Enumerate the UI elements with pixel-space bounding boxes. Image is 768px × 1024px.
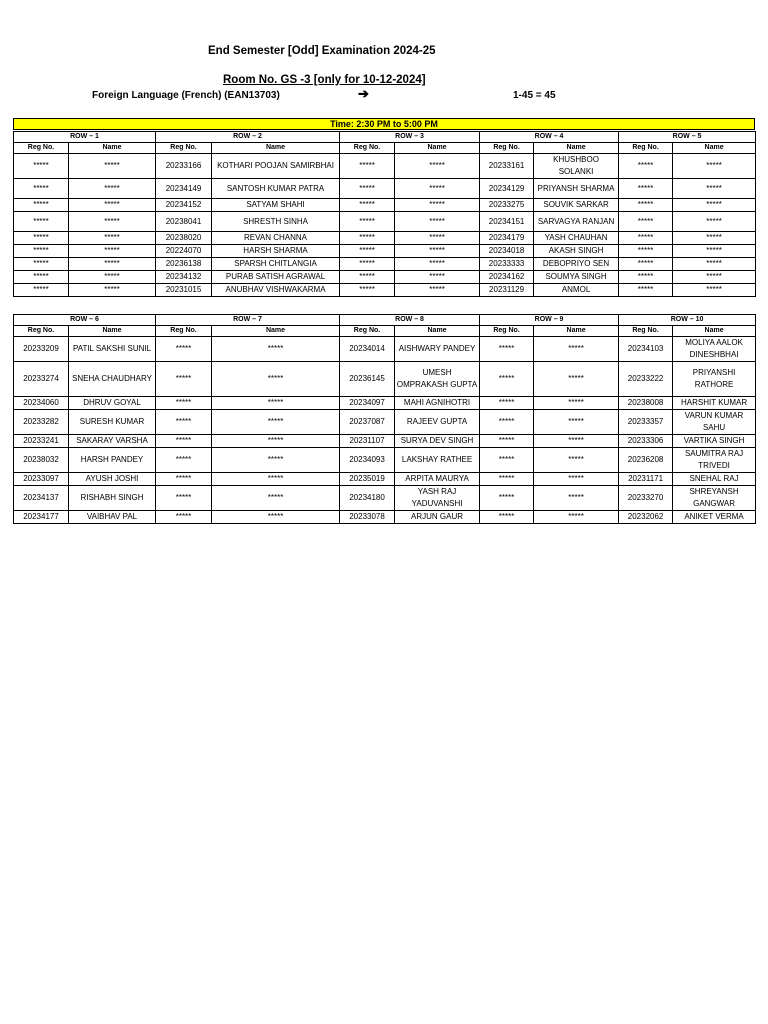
- reg-no-cell: *****: [14, 232, 69, 245]
- reg-no-cell: 20231107: [340, 435, 395, 448]
- reg-no-cell: *****: [340, 232, 395, 245]
- student-name-cell: AYUSH JOSHI: [69, 473, 156, 486]
- name-header: Name: [395, 143, 480, 154]
- student-name-cell: *****: [673, 271, 756, 284]
- student-name-cell: *****: [395, 179, 480, 199]
- student-name-cell: *****: [395, 199, 480, 212]
- student-name-cell: *****: [534, 473, 619, 486]
- student-name-cell: *****: [69, 154, 156, 179]
- student-name-cell: YASH RAJ YADUVANSHI: [395, 486, 480, 511]
- time-banner: Time: 2:30 PM to 5:00 PM: [13, 118, 755, 130]
- reg-no-cell: *****: [156, 337, 212, 362]
- reg-no-header: Reg No.: [14, 143, 69, 154]
- student-name-cell: *****: [534, 337, 619, 362]
- reg-no-header: Reg No.: [340, 143, 395, 154]
- reg-no-cell: *****: [156, 435, 212, 448]
- name-header: Name: [212, 326, 340, 337]
- reg-no-cell: *****: [480, 511, 534, 524]
- student-name-cell: UMESH OMPRAKASH GUPTA: [395, 362, 480, 397]
- student-name-cell: SOUVIK SARKAR: [534, 199, 619, 212]
- reg-no-cell: *****: [619, 179, 673, 199]
- reg-no-cell: 20234180: [340, 486, 395, 511]
- reg-no-cell: 20233333: [480, 258, 534, 271]
- student-name-cell: AKASH SINGH: [534, 245, 619, 258]
- student-name-cell: *****: [534, 362, 619, 397]
- reg-no-cell: *****: [480, 362, 534, 397]
- student-name-cell: ARPITA MAURYA: [395, 473, 480, 486]
- reg-no-cell: *****: [340, 245, 395, 258]
- student-name-cell: HARSH SHARMA: [212, 245, 340, 258]
- student-name-cell: VARTIKA SINGH: [673, 435, 756, 448]
- reg-no-cell: 20233241: [14, 435, 69, 448]
- seat-row: [14, 258, 756, 271]
- reg-no-cell: 20235019: [340, 473, 395, 486]
- reg-no-cell: 20232062: [619, 511, 673, 524]
- student-name-cell: *****: [69, 245, 156, 258]
- student-name-cell: PRIYANSH SHARMA: [534, 179, 619, 199]
- student-name-cell: *****: [395, 284, 480, 297]
- reg-no-cell: *****: [156, 362, 212, 397]
- reg-no-cell: *****: [14, 199, 69, 212]
- student-name-cell: *****: [534, 410, 619, 435]
- student-name-cell: *****: [534, 435, 619, 448]
- reg-no-cell: 20233306: [619, 435, 673, 448]
- reg-no-cell: 20234103: [619, 337, 673, 362]
- student-name-cell: SAKARAY VARSHA: [69, 435, 156, 448]
- reg-no-cell: *****: [619, 232, 673, 245]
- row-header: ROW – 1: [14, 132, 156, 143]
- reg-no-cell: 20238041: [156, 212, 212, 232]
- student-name-cell: *****: [395, 258, 480, 271]
- student-name-cell: *****: [212, 397, 340, 410]
- student-name-cell: *****: [395, 154, 480, 179]
- student-name-cell: *****: [69, 284, 156, 297]
- reg-no-cell: *****: [156, 410, 212, 435]
- name-header: Name: [69, 326, 156, 337]
- reg-no-cell: *****: [619, 245, 673, 258]
- reg-no-cell: 20234137: [14, 486, 69, 511]
- student-name-cell: ARJUN GAUR: [395, 511, 480, 524]
- reg-no-cell: 20238032: [14, 448, 69, 473]
- student-name-cell: SHRESTH SINHA: [212, 212, 340, 232]
- student-count: 1-45 = 45: [513, 90, 556, 101]
- seating-table-rows-1-5: [13, 131, 756, 297]
- name-header: Name: [534, 326, 619, 337]
- student-name-cell: SOUMYA SINGH: [534, 271, 619, 284]
- name-header: Name: [673, 326, 756, 337]
- student-name-cell: ANMOL: [534, 284, 619, 297]
- reg-no-cell: 20234018: [480, 245, 534, 258]
- student-name-cell: *****: [69, 179, 156, 199]
- reg-no-header: Reg No.: [619, 143, 673, 154]
- student-name-cell: ANUBHAV VISHWAKARMA: [212, 284, 340, 297]
- reg-no-cell: *****: [340, 284, 395, 297]
- reg-no-cell: *****: [480, 410, 534, 435]
- reg-no-cell: 20234179: [480, 232, 534, 245]
- student-name-cell: AISHWARY PANDEY: [395, 337, 480, 362]
- reg-no-cell: 20233270: [619, 486, 673, 511]
- student-name-cell: *****: [212, 410, 340, 435]
- student-name-cell: *****: [69, 199, 156, 212]
- row-header: ROW – 7: [156, 315, 340, 326]
- student-name-cell: SAUMITRA RAJ TRIVEDI: [673, 448, 756, 473]
- reg-no-cell: *****: [619, 271, 673, 284]
- reg-no-cell: 20233357: [619, 410, 673, 435]
- student-name-cell: VAIBHAV PAL: [69, 511, 156, 524]
- name-header: Name: [69, 143, 156, 154]
- student-name-cell: *****: [673, 212, 756, 232]
- row-header: ROW – 10: [619, 315, 756, 326]
- reg-no-cell: 20231129: [480, 284, 534, 297]
- room-title: Room No. GS -3 [only for 10-12-2024]: [223, 74, 426, 86]
- row-header: ROW – 6: [14, 315, 156, 326]
- student-name-cell: *****: [69, 258, 156, 271]
- reg-no-cell: *****: [340, 258, 395, 271]
- student-name-cell: *****: [673, 199, 756, 212]
- reg-no-cell: *****: [480, 435, 534, 448]
- student-name-cell: SNEHAL RAJ: [673, 473, 756, 486]
- reg-no-cell: 20233078: [340, 511, 395, 524]
- name-header: Name: [673, 143, 756, 154]
- reg-no-header: Reg No.: [340, 326, 395, 337]
- reg-no-cell: *****: [340, 179, 395, 199]
- student-name-cell: *****: [673, 284, 756, 297]
- student-name-cell: HARSH PANDEY: [69, 448, 156, 473]
- reg-no-cell: 20234014: [340, 337, 395, 362]
- reg-no-cell: 20231015: [156, 284, 212, 297]
- reg-no-cell: *****: [156, 486, 212, 511]
- reg-no-cell: *****: [340, 212, 395, 232]
- name-header: Name: [534, 143, 619, 154]
- reg-no-cell: 20233274: [14, 362, 69, 397]
- student-name-cell: SNEHA CHAUDHARY: [69, 362, 156, 397]
- student-name-cell: *****: [673, 232, 756, 245]
- reg-no-cell: *****: [340, 154, 395, 179]
- reg-no-cell: 20234129: [480, 179, 534, 199]
- seat-row: [14, 284, 756, 297]
- student-name-cell: KHUSHBOO SOLANKI: [534, 154, 619, 179]
- row-header: ROW – 2: [156, 132, 340, 143]
- student-name-cell: *****: [212, 473, 340, 486]
- reg-no-cell: 20237087: [340, 410, 395, 435]
- student-name-cell: *****: [212, 337, 340, 362]
- reg-no-cell: 20236138: [156, 258, 212, 271]
- student-name-cell: *****: [395, 271, 480, 284]
- row-header: ROW – 9: [480, 315, 619, 326]
- student-name-cell: *****: [534, 448, 619, 473]
- reg-no-cell: 20231171: [619, 473, 673, 486]
- student-name-cell: REVAN CHANNA: [212, 232, 340, 245]
- reg-no-cell: *****: [480, 473, 534, 486]
- seat-row: [14, 397, 756, 410]
- reg-no-cell: 20234132: [156, 271, 212, 284]
- seat-row: [14, 362, 756, 397]
- reg-no-cell: *****: [340, 271, 395, 284]
- student-name-cell: HARSHIT KUMAR: [673, 397, 756, 410]
- reg-no-cell: 20233097: [14, 473, 69, 486]
- seat-row: [14, 271, 756, 284]
- student-name-cell: *****: [673, 154, 756, 179]
- reg-no-cell: 20234093: [340, 448, 395, 473]
- reg-no-cell: *****: [480, 486, 534, 511]
- student-name-cell: *****: [534, 486, 619, 511]
- reg-no-cell: *****: [480, 337, 534, 362]
- student-name-cell: SURYA DEV SINGH: [395, 435, 480, 448]
- student-name-cell: *****: [69, 271, 156, 284]
- student-name-cell: PATIL SAKSHI SUNIL: [69, 337, 156, 362]
- reg-no-cell: 20233161: [480, 154, 534, 179]
- student-name-cell: MAHI AGNIHOTRI: [395, 397, 480, 410]
- reg-no-cell: *****: [14, 212, 69, 232]
- seat-row: [14, 232, 756, 245]
- name-header: Name: [395, 326, 480, 337]
- reg-no-cell: 20234151: [480, 212, 534, 232]
- reg-no-cell: *****: [156, 448, 212, 473]
- student-name-cell: *****: [212, 435, 340, 448]
- reg-no-cell: *****: [14, 154, 69, 179]
- row-header: ROW – 3: [340, 132, 480, 143]
- reg-no-cell: *****: [14, 245, 69, 258]
- student-name-cell: *****: [212, 448, 340, 473]
- row-header: ROW – 4: [480, 132, 619, 143]
- reg-no-cell: 20234097: [340, 397, 395, 410]
- reg-no-cell: 20234177: [14, 511, 69, 524]
- student-name-cell: PRIYANSHI RATHORE: [673, 362, 756, 397]
- student-name-cell: DEBOPRIYO SEN: [534, 258, 619, 271]
- reg-no-cell: 20236208: [619, 448, 673, 473]
- reg-no-cell: 20234162: [480, 271, 534, 284]
- reg-no-header: Reg No.: [480, 326, 534, 337]
- student-name-cell: MOLIYA AALOK DINESHBHAI: [673, 337, 756, 362]
- student-name-cell: SPARSH CHITLANGIA: [212, 258, 340, 271]
- student-name-cell: *****: [212, 511, 340, 524]
- seat-row: [14, 486, 756, 511]
- exam-title: End Semester [Odd] Examination 2024-25: [208, 45, 436, 57]
- reg-no-cell: *****: [156, 511, 212, 524]
- student-name-cell: *****: [395, 245, 480, 258]
- student-name-cell: SARVAGYA RANJAN: [534, 212, 619, 232]
- student-name-cell: SHREYANSH GANGWAR: [673, 486, 756, 511]
- reg-no-cell: *****: [14, 271, 69, 284]
- reg-no-cell: *****: [156, 473, 212, 486]
- reg-no-header: Reg No.: [619, 326, 673, 337]
- seat-row: [14, 212, 756, 232]
- reg-no-cell: 20238020: [156, 232, 212, 245]
- student-name-cell: RISHABH SINGH: [69, 486, 156, 511]
- reg-no-cell: *****: [480, 397, 534, 410]
- seat-row: [14, 245, 756, 258]
- student-name-cell: *****: [534, 511, 619, 524]
- student-name-cell: *****: [212, 486, 340, 511]
- reg-no-cell: *****: [340, 199, 395, 212]
- reg-no-cell: *****: [14, 284, 69, 297]
- reg-no-cell: 20234060: [14, 397, 69, 410]
- student-name-cell: *****: [212, 362, 340, 397]
- reg-no-cell: 20233275: [480, 199, 534, 212]
- reg-no-cell: 20234152: [156, 199, 212, 212]
- reg-no-cell: *****: [619, 284, 673, 297]
- seat-row: [14, 511, 756, 524]
- reg-no-cell: 20233222: [619, 362, 673, 397]
- course-name: Foreign Language (French) (EAN13703): [92, 90, 280, 101]
- student-name-cell: DHRUV GOYAL: [69, 397, 156, 410]
- reg-no-header: Reg No.: [156, 326, 212, 337]
- student-name-cell: VARUN KUMAR SAHU: [673, 410, 756, 435]
- student-name-cell: KOTHARI POOJAN SAMIRBHAI: [212, 154, 340, 179]
- reg-no-cell: 20236145: [340, 362, 395, 397]
- reg-no-cell: 20238008: [619, 397, 673, 410]
- seat-row: [14, 337, 756, 362]
- seat-row: [14, 473, 756, 486]
- reg-no-cell: *****: [14, 179, 69, 199]
- student-name-cell: *****: [69, 212, 156, 232]
- student-name-cell: *****: [673, 179, 756, 199]
- student-name-cell: SANTOSH KUMAR PATRA: [212, 179, 340, 199]
- student-name-cell: ANIKET VERMA: [673, 511, 756, 524]
- reg-no-cell: 20233209: [14, 337, 69, 362]
- student-name-cell: SATYAM SHAHI: [212, 199, 340, 212]
- row-header: ROW – 5: [619, 132, 756, 143]
- reg-no-cell: *****: [156, 397, 212, 410]
- reg-no-header: Reg No.: [14, 326, 69, 337]
- name-header: Name: [212, 143, 340, 154]
- student-name-cell: *****: [534, 397, 619, 410]
- seat-row: [14, 410, 756, 435]
- reg-no-cell: 20233282: [14, 410, 69, 435]
- reg-no-cell: *****: [619, 258, 673, 271]
- student-name-cell: *****: [69, 232, 156, 245]
- student-name-cell: *****: [395, 212, 480, 232]
- seat-row: [14, 448, 756, 473]
- row-header: ROW – 8: [340, 315, 480, 326]
- reg-no-header: Reg No.: [480, 143, 534, 154]
- seat-row: [14, 435, 756, 448]
- student-name-cell: *****: [673, 245, 756, 258]
- reg-no-cell: *****: [619, 212, 673, 232]
- student-name-cell: LAKSHAY RATHEE: [395, 448, 480, 473]
- student-name-cell: *****: [673, 258, 756, 271]
- seating-table-rows-6-10: [13, 314, 756, 524]
- reg-no-cell: 20224070: [156, 245, 212, 258]
- student-name-cell: *****: [395, 232, 480, 245]
- seat-row: [14, 199, 756, 212]
- reg-no-cell: 20233166: [156, 154, 212, 179]
- reg-no-cell: *****: [480, 448, 534, 473]
- arrow-icon: ➔: [358, 86, 369, 101]
- reg-no-cell: *****: [619, 154, 673, 179]
- student-name-cell: SURESH KUMAR: [69, 410, 156, 435]
- reg-no-cell: *****: [14, 258, 69, 271]
- reg-no-cell: *****: [619, 199, 673, 212]
- seat-row: [14, 154, 756, 179]
- student-name-cell: YASH CHAUHAN: [534, 232, 619, 245]
- reg-no-cell: 20234149: [156, 179, 212, 199]
- reg-no-header: Reg No.: [156, 143, 212, 154]
- seat-row: [14, 179, 756, 199]
- student-name-cell: PURAB SATISH AGRAWAL: [212, 271, 340, 284]
- student-name-cell: RAJEEV GUPTA: [395, 410, 480, 435]
